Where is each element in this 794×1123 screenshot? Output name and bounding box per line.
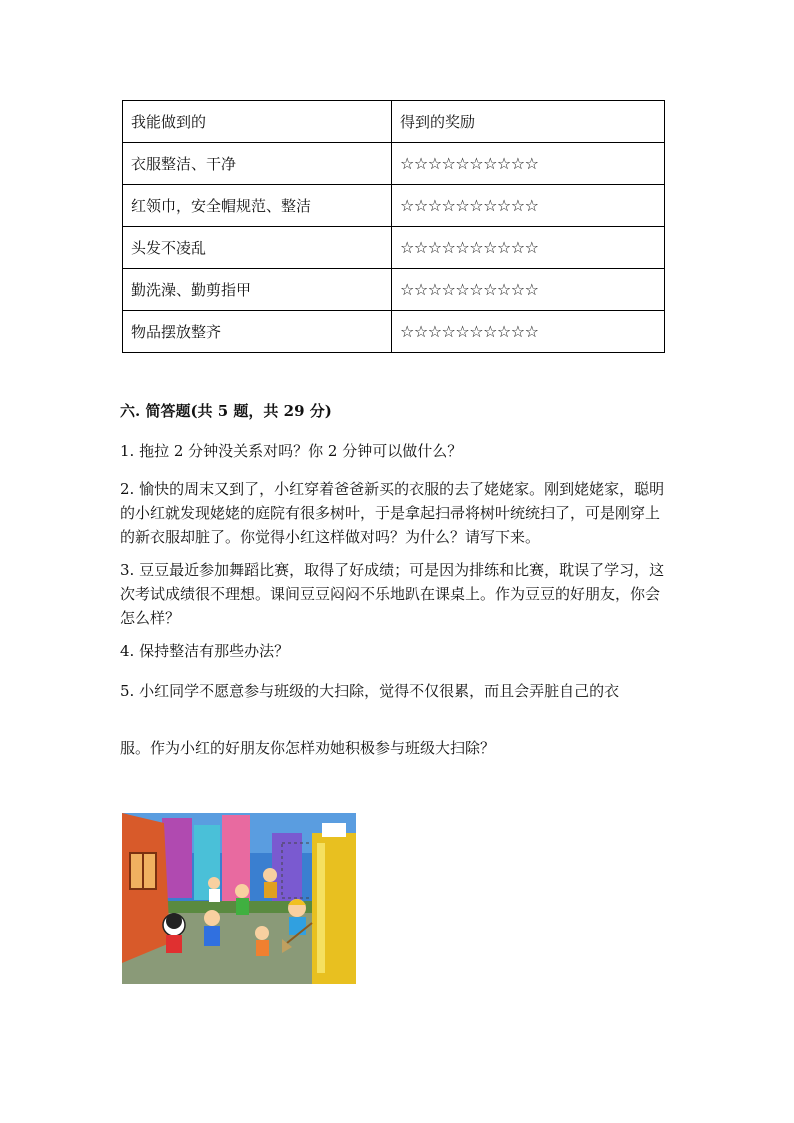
question-1: 1. 拖拉 2 分钟没关系对吗？你 2 分钟可以做什么？ (120, 442, 463, 460)
section-title: 六. 简答题(共 5 题，共 29 分) (120, 402, 332, 420)
cartoon-illustration (122, 813, 356, 984)
table-row (123, 185, 665, 227)
question-3: 3. 豆豆最近参加舞蹈比赛，取得了好成绩；可是因为排练和比赛，耽误了学习，这次考试成绩很不理想。课间豆豆闷闷不乐地趴在课桌上。作为豆豆的好朋友，你会怎么样？ (120, 561, 665, 627)
header-cell-reward: 得到的奖励 (392, 101, 665, 143)
row-item: 衣服整洁、干净 (123, 143, 392, 185)
question-2: 2. 愉快的周末又到了，小红穿着爸爸新买的衣服的去了姥姥家。刚到姥姥家，聪明的小红就发现姥姥的庭院有很多树叶，于是拿起扫帚将树叶统统扫了，可是刚穿上的新衣服却脏了。你觉得小红这样做对吗？为什么？请写下来。 (120, 480, 665, 546)
row-item: 勤洗澡、勤剪指甲 (123, 269, 392, 311)
row-reward-stars: ☆☆☆☆☆☆☆☆☆☆ (392, 269, 665, 311)
row-reward-stars: ☆☆☆☆☆☆☆☆☆☆ (392, 185, 665, 227)
table-row (123, 269, 665, 311)
row-item: 头发不凌乱 (123, 227, 392, 269)
row-item: 红领巾，安全帽规范、整洁 (123, 185, 392, 227)
header-cell-can-do: 我能做到的 (123, 101, 392, 143)
table-row (123, 143, 665, 185)
table-header-row (123, 101, 665, 143)
question-4: 4. 保持整洁有那些办法？ (120, 642, 290, 660)
question-5: 5. 小红同学不愿意参与班级的大扫除，觉得不仅很累，而且会弄脏自己的衣 (120, 682, 620, 700)
table-row (123, 311, 665, 353)
row-reward-stars: ☆☆☆☆☆☆☆☆☆☆ (392, 143, 665, 185)
cartoon-children-cleaning-yard-icon (122, 813, 356, 984)
row-reward-stars: ☆☆☆☆☆☆☆☆☆☆ (392, 227, 665, 269)
table-row (123, 227, 665, 269)
question-5-continued: 服。作为小红的好朋友你怎样劝她积极参与班级大扫除？ (120, 739, 496, 757)
row-item: 物品摆放整齐 (123, 311, 392, 353)
row-reward-stars: ☆☆☆☆☆☆☆☆☆☆ (392, 311, 665, 353)
reward-table (122, 100, 665, 353)
